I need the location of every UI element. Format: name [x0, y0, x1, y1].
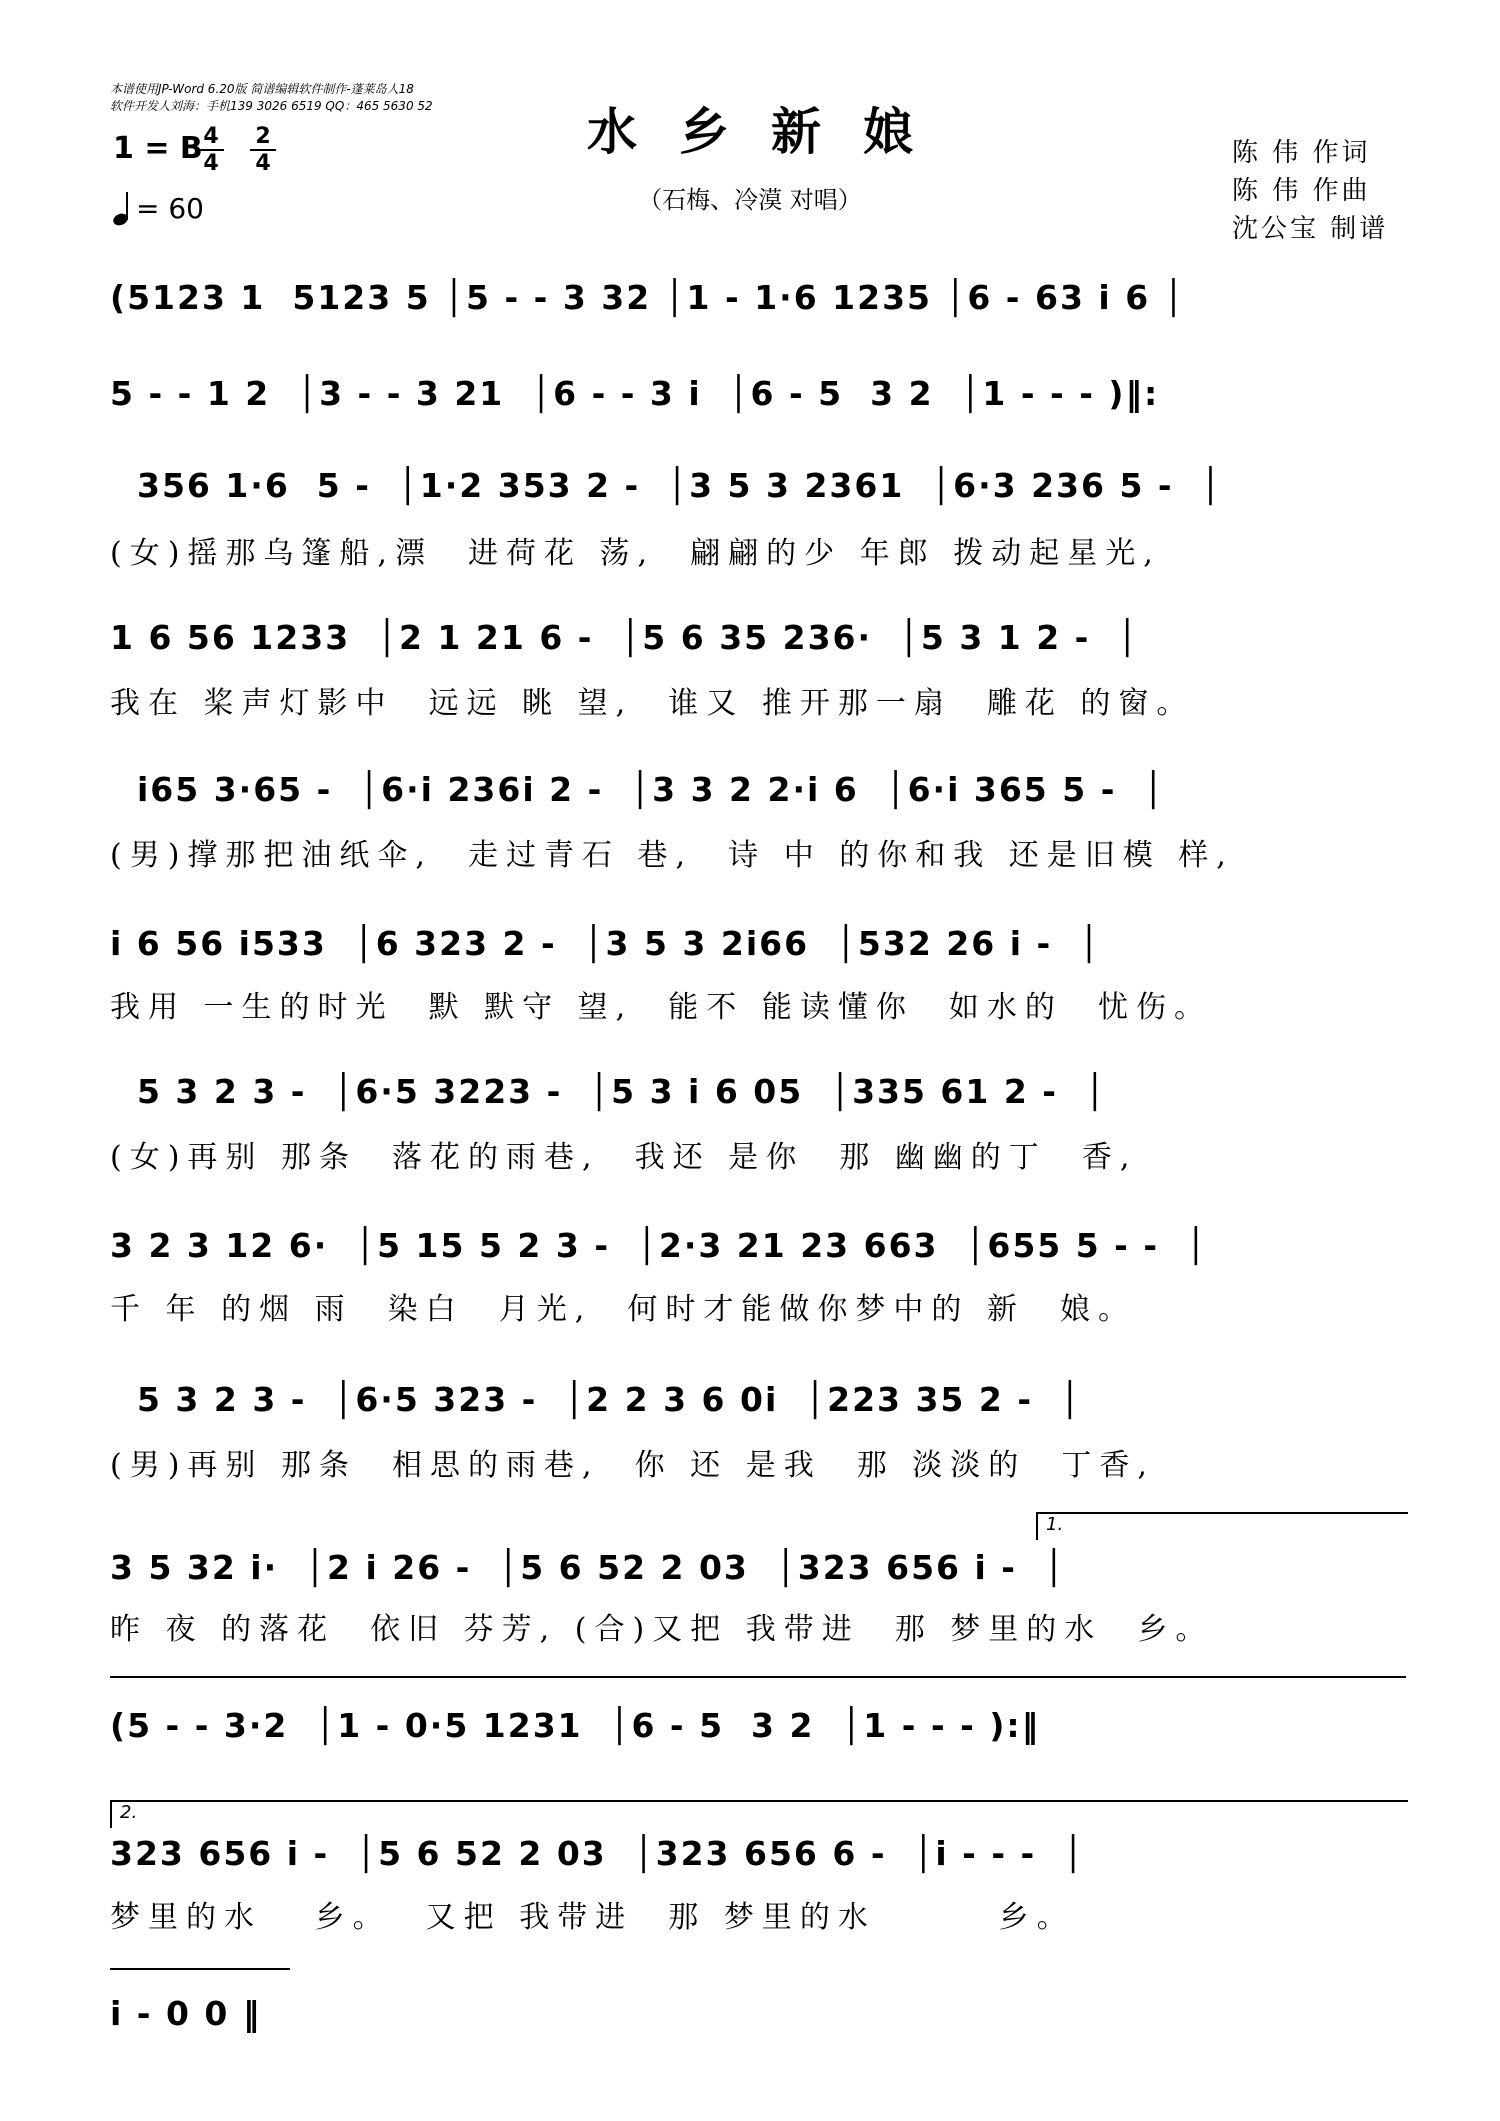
software-credit-line-1: 本谱使用JP-Word 6.20版 简谱编辑软件制作-蓬莱岛人18	[110, 82, 414, 96]
second-ending-continuation-line	[110, 1968, 290, 1970]
time-sig-numerator: 2	[255, 124, 271, 149]
score-line-8-lyrics: 千 年 的烟 雨 染白 月光, 何时才能做你梦中的 新 娘。	[110, 1292, 1136, 1327]
subtitle: （石梅、冷漠 对唱）	[638, 186, 862, 214]
score-line-4-notes: 1 6 56 1233 │2 1 21 6 - │5 6 35 236· │5 3 1 2 - │	[110, 618, 1140, 657]
tempo-value: = 60	[136, 192, 204, 225]
score-line-5-notes: i65 3·65 - │6·i 236i 2 - │3 3 2 2·i 6 │6·i 365 5 - │	[110, 770, 1166, 809]
score-line-11-notes: (5 - - 3·2 │1 - 0·5 1231 │6 - 5 3 2 │1 - - - ):‖	[110, 1706, 1041, 1745]
score-line-6-notes: i 6 56 i533 │6 323 2 - │3 5 3 2i66 │532 26 i - │	[110, 924, 1102, 963]
composer-credit: 陈 伟 作曲	[1232, 176, 1371, 206]
arranger-credit: 沈公宝 制谱	[1232, 214, 1389, 244]
score-line-3-notes: 356 1·6 5 - │1·2 353 2 - │3 5 3 2361 │6·3 236 5 - │	[110, 466, 1223, 505]
score-line-6-lyrics: 我用 一生的时光 默 默守 望, 能不 能读懂你 如水的 忧伤。	[110, 990, 1212, 1025]
first-ending-continuation-line	[110, 1676, 1406, 1678]
time-sig-numerator: 4	[203, 124, 219, 149]
score-line-5-lyrics: (男)撑那把油纸伞, 走过青石 巷, 诗 中 的你和我 还是旧模 样,	[110, 838, 1234, 873]
score-line-7-lyrics: (女)再别 那条 落花的雨巷, 我还 是你 那 幽幽的丁 香,	[110, 1140, 1138, 1175]
score-line-2-notes: 5 - - 1 2 │3 - - 3 21 │6 - - 3 i │6 - 5 3 2 │1 - - - )‖:	[110, 374, 1160, 413]
first-ending-bracket	[1036, 1512, 1408, 1540]
score-line-10-notes: 3 5 32 i· │2 i 26 - │5 6 52 2 03 │323 656 i - │	[110, 1548, 1066, 1587]
software-credit-line-2: 软件开发人刘海：手机139 3026 6519 QQ：465 5630 52	[110, 99, 433, 113]
time-sig-denominator: 4	[203, 151, 219, 176]
page-title: 水乡新娘	[587, 102, 955, 161]
score-line-9-notes: 5 3 2 3 - │6·5 323 - │2 2 3 6 0i │223 35 2 - │	[110, 1380, 1082, 1419]
score-line-12-notes: 323 656 i - │5 6 52 2 03 │323 656 6 - │i - - - │	[110, 1834, 1086, 1873]
score-line-8-notes: 3 2 3 12 6· │5 15 5 2 3 - │2·3 21 23 663 │655 5 - - │	[110, 1226, 1208, 1265]
score-line-4-lyrics: 我在 桨声灯影中 远远 眺 望, 谁又 推开那一扇 雕花 的窗。	[110, 686, 1195, 721]
lyricist-credit: 陈 伟 作词	[1232, 138, 1371, 168]
score-line-12-lyrics: 梦里的水 乡。 又把 我带进 那 梦里的水 乡。	[110, 1900, 1075, 1935]
score-line-10-lyrics: 昨 夜 的落花 依旧 芬芳, (合)又把 我带进 那 梦里的水 乡。	[110, 1612, 1214, 1647]
second-ending-bracket	[110, 1800, 1408, 1828]
score-line-7-notes: 5 3 2 3 - │6·5 3223 - │5 3 i 6 05 │335 61 2 - │	[110, 1072, 1107, 1111]
score-line-9-lyrics: (男)再别 那条 相思的雨巷, 你 还 是我 那 淡淡的 丁香,	[110, 1448, 1155, 1483]
score-line-1-notes: (5123 1 5123 5 │5 - - 3 32 │1 - 1·6 1235 │6 - 63 i 6 │	[110, 278, 1186, 317]
second-ending-label: 2.	[120, 1802, 138, 1823]
key-signature: 1 = B	[113, 131, 203, 166]
score-line-3-lyrics: (女)摇那乌篷船,漂 进荷花 荡, 翩翩的少 年郎 拨动起星光,	[110, 536, 1161, 571]
first-ending-label: 1.	[1046, 1514, 1064, 1535]
time-sig-denominator: 4	[255, 151, 271, 176]
score-line-13-notes: i - 0 0 ‖	[110, 1994, 262, 2033]
